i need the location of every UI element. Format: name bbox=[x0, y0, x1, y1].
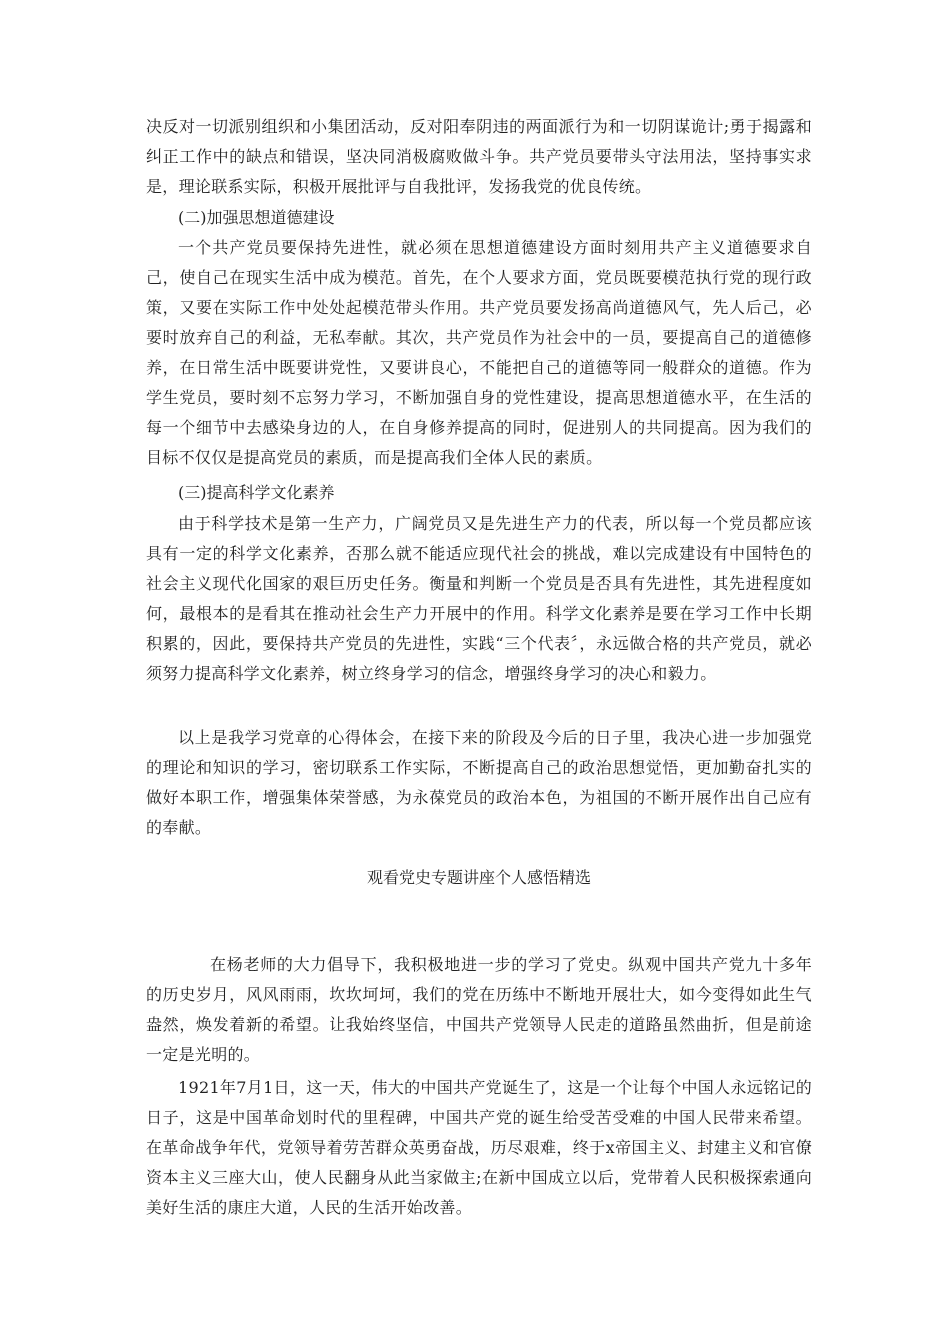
paragraph-continued: 决反对一切派别组织和小集团活动，反对阳奉阴违的两面派行为和一切阴谋诡计;勇于揭露和纠正工作中的缺点和错误，坚决同消极腐败做斗争。共产党员要带头守法用法，坚持事实求是，理论联系实际，积极开展批评与自我批评，发扬我党的优良传统。 bbox=[146, 117, 812, 196]
paragraph-moral-building: 一个共产党员要保持先进性，就必须在思想道德建设方面时刻用共产主义道德要求自己，使自己在现实生活中成为模范。首先，在个人要求方面，党员既要模范执行党的现行政策，又要在实际工作中处处起模范带头作用。共产党员要发扬高尚道德风气，先人后己，必要时放弃自己的利益，无私奉献。其次，共产党员作为社会中的一员，要提高自己的道德修养，在日常生活中既要讲党性，又要讲良心，不能把自己的道德等同一般群众的道德。作为学生党员，要时刻不忘努力学习，不断加强自身的党性建设，提高思想道德水平，在生活的每一个细节中去感染身边的人，在自身修养提高的同时，促进别人的共同提高。因为我们的目标不仅仅是提高党员的素质，而是提高我们全体人民的素质。 bbox=[146, 238, 812, 467]
paragraph-conclusion: 以上是我学习党章的心得体会，在接下来的阶段及今后的日子里，我决心进一步加强党的理论和知识的学习，密切联系工作实际，不断提高自己的政治思想觉悟，更加勤奋扎实的做好本职工作，增强集体荣誉感，为永葆党员的政治本色，为祖国的不断开展作出自己应有的奉献。 bbox=[146, 728, 812, 837]
paragraph-science-culture: 由于科学技术是第一生产力，广阔党员又是先进生产力的代表，所以每一个党员都应该具有一定的科学文化素养，否那么就不能适应现代社会的挑战，难以完成建设有中国特色的社会主义现代化国家的艰巨历史任务。衡量和判断一个党员是否具有先进性，其先进程度如何，最根本的是看其在推动社会生产力开展中的作用。科学文化素养是要在学习工作中长期积累的，因此，要保持共产党员的先进性，实践“三个代表〞，永远做合格的共产党员，就必须努力提高科学文化素养，树立终身学习的信念，增强终身学习的决心和毅力。 bbox=[146, 514, 812, 683]
article-title: 观看党史专题讲座个人感悟精选 bbox=[366, 868, 591, 887]
subheading-moral-building: (二)加强思想道德建设 bbox=[178, 208, 335, 227]
paragraph-party-history-intro: 在杨老师的大力倡导下，我积极地进一步的学习了党史。纵观中国共产党九十多年的历史岁月，风风雨雨，坎坎坷坷，我们的党在历练中不断地开展壮大，如今变得如此生气盎然，焕发着新的希望。让我始终坚信，中国共产党领导人民走的道路虽然曲折，但是前途一定是光明的。 bbox=[146, 955, 812, 1064]
subheading-science-culture: (三)提高科学文化素养 bbox=[178, 483, 335, 502]
paragraph-party-founding: 1921年7月1日，这一天，伟大的中国共产党诞生了，这是一个让每个中国人永远铭记的日子，这是中国革命划时代的里程碑，中国共产党的诞生给受苦受难的中国人民带来希望。在革命战争年代，党领导着劳苦群众英勇奋战，历尽艰难，终于x帝国主义、封建主义和官僚资本主义三座大山，使人民翻身从此当家做主;在新中国成立以后，党带着人民积极探索通向美好生活的康庄大道，人民的生活开始改善。 bbox=[146, 1078, 812, 1217]
